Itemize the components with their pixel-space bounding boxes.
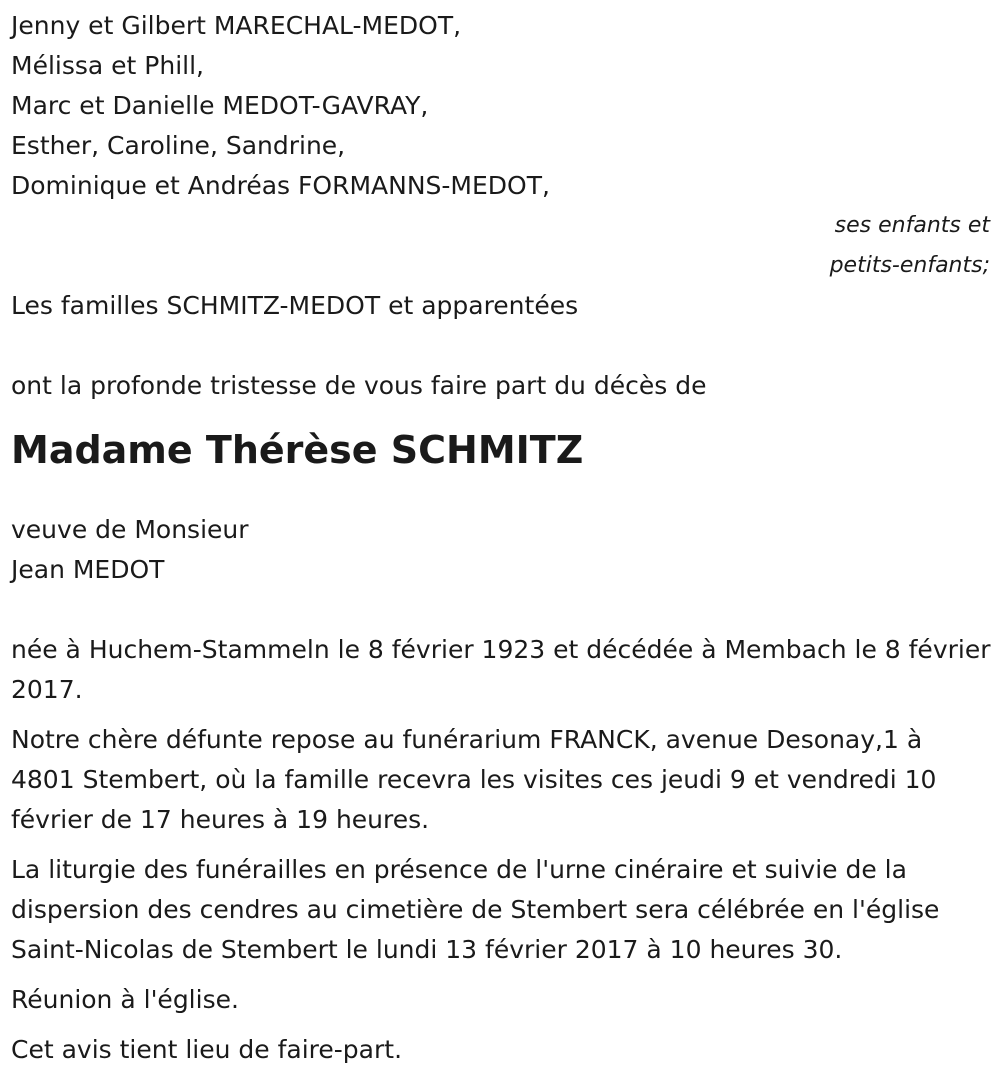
visitation-paragraph: Notre chère défunte repose au funérarium FRANCK, avenue Desonay,1 à 4801 Stembert, où la famille recevra les visites ces jeudi 9 et vendredi 10 février de 17 heures à 19 heures. [11,725,937,834]
relation-line: ses enfants et [834,213,990,238]
family-line: Esther, Caroline, Sandrine, [11,131,346,160]
family-line: Mélissa et Phill, [11,51,204,80]
gathering-paragraph: Réunion à l'église. [11,985,239,1014]
relation-line: petits-enfants; [829,253,990,278]
announcement-text: ont la profonde tristesse de vous faire part du décès de [11,371,707,400]
obituary-notice [11,6,993,1080]
spacer [11,326,993,366]
closing-paragraph: Cet avis tient lieu de faire-part. [11,1035,403,1064]
family-line: Jenny et Gilbert MARECHAL-MEDOT, [11,11,462,40]
birth-death-paragraph: née à Huchem-Stammeln le 8 février 1923 et décédée à Membach le 8 février 2017. [11,635,991,704]
spouse-line: veuve de Monsieur [11,515,249,544]
family-line: Marc et Danielle MEDOT-GAVRAY, [11,91,429,120]
deceased-name: Madame Thérèse SCHMITZ [11,428,584,472]
related-families: Les familles SCHMITZ-MEDOT et apparentées [11,291,579,320]
family-line: Dominique et Andréas FORMANNS-MEDOT, [11,171,550,200]
spacer [11,590,993,630]
funeral-paragraph: La liturgie des funérailles en présence de l'urne cinéraire et suivie de la dispersion des cendres au cimetière de Stembert sera célébrée en l'église Saint-Nicolas de Stembert le lundi 13 février 2017 à 10 heures 30. [11,855,940,964]
spouse-line: Jean MEDOT [11,555,165,584]
